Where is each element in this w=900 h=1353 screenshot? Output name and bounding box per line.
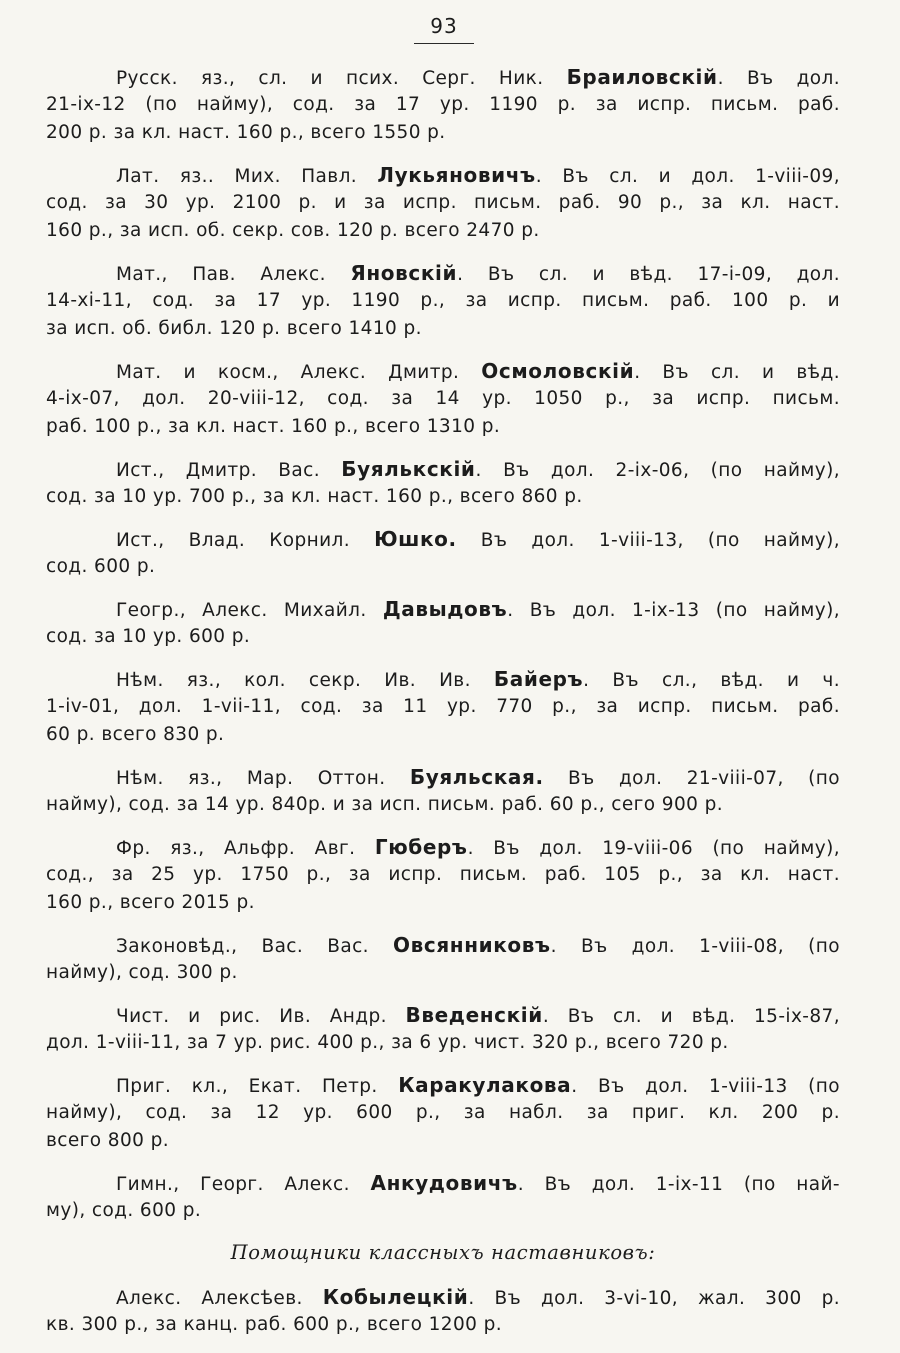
entry-text: 1-iv-01, дол. 1-vii-11, сод. за 11 ур. 770 р., за испр. письм. раб. [46, 696, 840, 717]
entry-line [46, 385, 840, 413]
entry-text: Приг. кл., Екат. Петр. [116, 1076, 399, 1097]
entry-text: Нѣм. яз., кол. секр. Ив. Ив. [116, 670, 494, 691]
staff-entry [46, 455, 840, 511]
entry-line [46, 91, 840, 119]
entry-text: Чист. и рис. Ив. Андр. [116, 1006, 406, 1027]
entry-text: сод. за 10 ур. 600 р. [46, 626, 251, 647]
staff-entry [46, 665, 840, 749]
entry-text: . Въ сл. и вѣд. 15-ix-87, [542, 1006, 840, 1027]
staff-surname: Введенскій [405, 1003, 543, 1027]
staff-surname: Лукьяновичъ [377, 163, 536, 187]
staff-entry [46, 763, 840, 819]
staff-entry [46, 525, 840, 581]
entry-text: . Въ дол. [717, 68, 840, 89]
entry-line [46, 1283, 840, 1311]
entry-line [46, 693, 840, 721]
entry-line [46, 1311, 840, 1339]
entry-line [46, 455, 840, 483]
entry-text: сод., за 25 ур. 1750 р., за испр. письм. раб. 105 р., за кл. наст. [46, 864, 840, 885]
entry-text: за исп. об. библ. 120 р. всего 1410 р. [46, 318, 422, 339]
staff-entry [46, 1169, 840, 1225]
entry-line [46, 259, 840, 287]
entry-line [46, 217, 840, 245]
entry-line [46, 525, 840, 553]
staff-surname: Кобылецкій [322, 1285, 469, 1309]
entry-text: Русск. яз., сл. и псих. Серг. Ник. [116, 68, 567, 89]
staff-surname: Браиловскій [566, 65, 718, 89]
entry-text: Фр. яз., Альфр. Авг. [116, 838, 375, 859]
entry-text: дол. 1-viii-11, за 7 ур. рис. 400 р., за 6 ур. чист. 320 р., всего 720 р. [46, 1032, 729, 1053]
staff-surname: Юшко. [374, 527, 457, 551]
entry-text: Ист., Влад. Корнил. [116, 530, 375, 551]
entry-line [46, 315, 840, 343]
entry-line [46, 665, 840, 693]
page-number-rule [414, 43, 474, 44]
staff-surname: Овсянниковъ [393, 933, 551, 957]
entry-line [46, 721, 840, 749]
staff-surname: Яновскій [350, 261, 458, 285]
entry-text: найму), сод. 300 р. [46, 962, 238, 983]
entry-line [46, 357, 840, 385]
staff-entry [46, 931, 840, 987]
entry-text: . Въ дол. 1-ix-13 (по найму), [507, 600, 840, 621]
entry-text: Законовѣд., Вас. Вас. [116, 936, 394, 957]
entry-line [46, 959, 840, 987]
entry-text: 14-xi-11, сод. за 17 ур. 1190 р., за испр. письм. раб. 100 р. и [46, 290, 840, 311]
entry-line [46, 1169, 840, 1197]
entry-line [46, 63, 840, 91]
entry-text: . Въ дол. 1-ix-11 (по най- [517, 1174, 840, 1195]
staff-list [46, 63, 840, 1353]
entry-text: . Въ сл., вѣд. и ч. [583, 670, 840, 691]
entry-line [46, 483, 840, 511]
staff-entry [46, 595, 840, 651]
entry-text: . Въ дол. 1-viii-13 (по [571, 1076, 840, 1097]
entry-text: Гимн., Георг. Алекс. [116, 1174, 371, 1195]
teacher-entries [46, 63, 840, 1225]
entry-line [46, 189, 840, 217]
entry-line [46, 861, 840, 889]
entry-text: 200 р. за кл. наст. 160 р., всего 1550 р. [46, 122, 446, 143]
entry-text: кв. 300 р., за канц. раб. 600 р., всего 1200 р. [46, 1314, 503, 1335]
entry-text: . Въ сл. и дол. 1-viii-09, [535, 166, 840, 187]
entry-line [46, 553, 840, 581]
entry-text: найму), сод. за 12 ур. 600 р., за набл. за приг. кл. 200 р. [46, 1102, 840, 1123]
entry-text: . Въ дол. 1-viii-08, (по [550, 936, 841, 957]
entry-text: раб. 100 р., за кл. наст. 160 р., всего 1310 р. [46, 416, 501, 437]
staff-surname: Давыдовъ [382, 597, 508, 621]
staff-surname: Каракулакова [398, 1073, 572, 1097]
entry-text: . Въ дол. 3-vi-10, жал. 300 р. [468, 1288, 841, 1309]
entry-text: 21-ix-12 (по найму), сод. за 17 ур. 1190 р. за испр. письм. раб. [46, 94, 840, 115]
entry-line [46, 889, 840, 917]
entry-line [46, 1197, 840, 1225]
entry-text: 160 р., всего 2015 р. [46, 892, 255, 913]
entry-text: 4-ix-07, дол. 20-viii-12, сод. за 14 ур. 1050 р., за испр. письм. [46, 388, 840, 409]
entry-text: Геогр., Алекс. Михайл. [116, 600, 383, 621]
entry-text: Мат. и косм., Алекс. Дмитр. [116, 362, 482, 383]
entry-line [46, 161, 840, 189]
entry-line [46, 791, 840, 819]
entry-line [46, 595, 840, 623]
entry-text: 60 р. всего 830 р. [46, 724, 225, 745]
entry-text: Лат. яз.. Мих. Павл. [116, 166, 378, 187]
entry-line [46, 119, 840, 147]
assistant-entries [46, 1283, 840, 1339]
staff-entry [46, 357, 840, 441]
entry-line [46, 1029, 840, 1057]
staff-entry [46, 63, 840, 147]
page-number: 93 [430, 14, 458, 38]
entry-text: сод. за 10 ур. 700 р., за кл. наст. 160 р., всего 860 р. [46, 486, 583, 507]
staff-entry [46, 833, 840, 917]
staff-entry [46, 161, 840, 245]
entry-text: сод. 600 р. [46, 556, 156, 577]
staff-surname: Буялькскій [341, 457, 476, 481]
staff-entry [46, 1071, 840, 1155]
entry-line [46, 1001, 840, 1029]
staff-entry [46, 259, 840, 343]
entry-line [46, 287, 840, 315]
staff-surname: Буяльская. [409, 765, 544, 789]
staff-entry [46, 1283, 840, 1339]
staff-surname: Байеръ [493, 667, 584, 691]
entry-text: Нѣм. яз., Мар. Оттон. [116, 768, 410, 789]
entry-line [46, 1099, 840, 1127]
entry-text: Алекс. Алексѣев. [116, 1288, 323, 1309]
staff-surname: Гюберъ [374, 835, 468, 859]
entry-text: Мат., Пав. Алекс. [116, 264, 351, 285]
entry-text: найму), сод. за 14 ур. 840р. и за исп. письм. раб. 60 р., сего 900 р. [46, 794, 723, 815]
entry-line [46, 931, 840, 959]
section-heading: Помощники классныхъ наставниковъ: [230, 1241, 656, 1264]
entry-text: всего 800 р. [46, 1130, 169, 1151]
entry-text: . Въ сл. и вѣд. [634, 362, 840, 383]
entry-text: сод. за 30 ур. 2100 р. и за испр. письм. раб. 90 р., за кл. наст. [46, 192, 840, 213]
entry-line [46, 623, 840, 651]
entry-line [46, 763, 840, 791]
entry-line [46, 833, 840, 861]
entry-text: 160 р., за исп. об. секр. сов. 120 р. всего 2470 р. [46, 220, 540, 241]
entry-line [46, 1127, 840, 1155]
entry-line [46, 1071, 840, 1099]
entry-text: . Въ дол. 19-viii-06 (по найму), [467, 838, 840, 859]
staff-entry [46, 1001, 840, 1057]
entry-text: . Въ сл. и вѣд. 17-i-09, дол. [457, 264, 840, 285]
entry-text: му), сод. 600 р. [46, 1200, 202, 1221]
staff-surname: Анкудовичъ [370, 1171, 518, 1195]
entry-text: . Въ дол. 2-ix-06, (по найму), [475, 460, 840, 481]
staff-surname: Осмоловскій [481, 359, 635, 383]
entry-text: Ист., Дмитр. Вас. [116, 460, 342, 481]
entry-line [46, 413, 840, 441]
entry-text: Въ дол. 1-viii-13, (по найму), [456, 530, 840, 551]
entry-text: Въ дол. 21-viii-07, (по [543, 768, 840, 789]
